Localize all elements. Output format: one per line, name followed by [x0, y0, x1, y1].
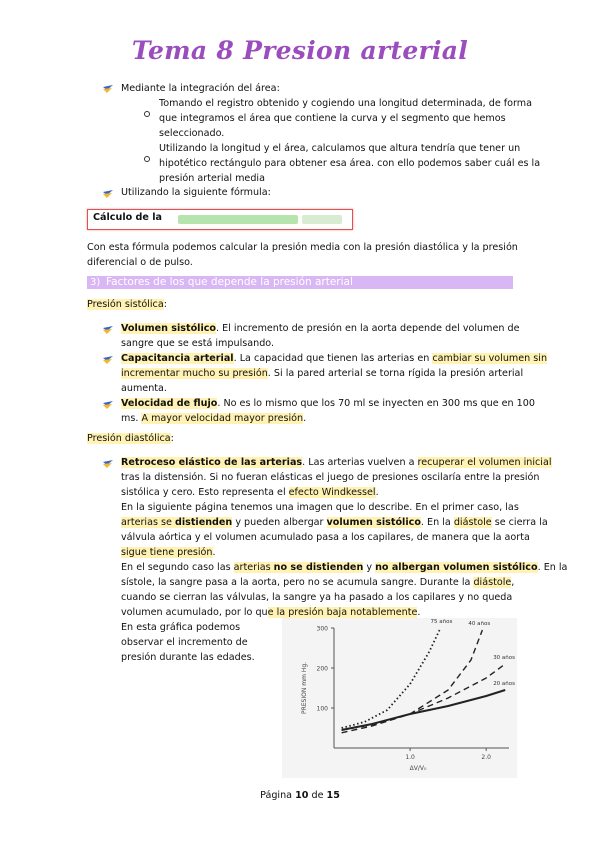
bullet-icon	[103, 401, 113, 410]
bullet-icon	[103, 190, 113, 199]
list-item-text: En esta gráfica podemos	[121, 622, 241, 633]
list-item-text: Mediante la integración del área:	[121, 83, 280, 94]
bullet-icon	[103, 326, 113, 335]
list-item-text: Volumen sistólico. El incremento de presión en la aorta depende del volumen de	[121, 323, 520, 334]
x-axis-label: ΔV/V₀	[409, 765, 427, 772]
sub-item-line: hipotético rectángulo para obtener esa área. con ello podemos saber cuál es la	[159, 158, 541, 169]
list-item-text: aumenta.	[121, 383, 167, 394]
y-tick-label: 300	[316, 625, 328, 633]
x-tick-label: 1.0	[405, 754, 415, 761]
sub-item-line: que integramos el área que contiene la curva y el segmento que hemos	[159, 113, 506, 124]
list-item-text: Velocidad de flujo. No es lo mismo que los 70 ml se inyecten en 300 ms que en 100	[121, 398, 535, 409]
redacted-formula	[302, 215, 342, 224]
list-item-text: válvula aórtica y el volumen acumulado pasa a los capilares, de manera que la aorta	[121, 532, 530, 543]
list-item-text: Utilizando la siguiente fórmula:	[121, 187, 271, 198]
sub-item-line: Utilizando la longitud y el área, calculamos que altura tendría que tener un	[159, 143, 521, 154]
bullet-icon	[103, 85, 113, 94]
list-item-text: volumen acumulado, por lo que la presión baja notablemente.	[121, 607, 421, 618]
list-item-text: observar el incremento de	[121, 637, 248, 648]
sub-item-line: Tomando el registro obtenido y cogiendo una longitud determinada, de forma	[159, 98, 533, 109]
paragraph-line: diferencial o de pulso.	[87, 257, 193, 268]
y-tick-label: 200	[316, 665, 328, 673]
bullet-icon	[103, 356, 113, 365]
list-item-text: arterias se distienden y pueden albergar volumen sistólico. En la diástole se cierra la	[121, 517, 548, 528]
circle-bullet-icon	[144, 111, 150, 117]
series-label: 20 años	[493, 681, 516, 687]
y-axis-label: PRESION mm Hg.	[301, 661, 308, 715]
circle-bullet-icon	[144, 156, 150, 162]
list-item-text: incrementar mucho su presión. Si la pared arterial se torna rígida la presión arterial	[121, 368, 524, 379]
list-item-text: Retroceso elástico de las arterias. Las arterias vuelven a recuperar el volumen inicial	[121, 457, 552, 468]
redacted-formula	[178, 215, 298, 224]
subheading-sistolica: Presión sistólica:	[87, 299, 167, 310]
list-item-text: tras la distensión. Si no fueran elásticas el juego de presiones oscilaría entre la presión	[121, 472, 540, 483]
paragraph-line: Con esta fórmula podemos calcular la presión media con la presión diastólica y la presión	[87, 242, 518, 253]
page-footer: Página 10 de 15	[260, 790, 340, 801]
list-item-text: sistólica y cero. Esto representa el efecto Windkessel.	[121, 487, 379, 498]
list-item-text: ms. A mayor velocidad mayor presión.	[121, 413, 307, 424]
list-item-text: presión durante las edades.	[121, 652, 255, 663]
series-label: 75 años	[430, 619, 453, 625]
list-item-text: En la siguiente página tenemos una imagen que lo describe. En el primer caso, las	[121, 502, 519, 513]
formula-label: Cálculo de la	[93, 212, 163, 223]
list-item-text: cuando se cierran las válvulas, la sangre ya ha pasado a los capilares y no queda	[121, 592, 513, 603]
list-item-text: sangre que se está impulsando.	[121, 338, 275, 349]
y-tick-label: 100	[316, 705, 328, 713]
page-title: Tema 8 Presion arterial	[131, 36, 469, 65]
section-number: 3)	[90, 277, 101, 288]
sub-item-line: seleccionado.	[159, 128, 225, 139]
formula-box	[87, 209, 353, 230]
list-item-text: sigue tiene presión.	[121, 547, 216, 558]
section-heading: Factores de los que depende la presión arterial	[106, 276, 353, 288]
subheading-diastolica: Presión diastólica:	[87, 433, 174, 444]
list-item-text: En el segundo caso las arterias no se distienden y no albergan volumen sistólico. En la	[121, 562, 568, 573]
x-tick-label: 2.0	[481, 754, 491, 761]
pressure-volume-chart	[282, 618, 517, 778]
bullet-icon	[103, 460, 113, 469]
list-item-text: Capacitancia arterial. La capacidad que tienen las arterias en cambiar su volumen sin	[121, 353, 548, 364]
list-item	[103, 84, 113, 100]
list-item-text: sístole, la sangre pasa a la aorta, pero no se acumula sangre. Durante la diástole,	[121, 577, 515, 588]
series-label: 30 años	[493, 655, 516, 661]
series-label: 40 años	[468, 621, 491, 627]
sub-item-line: presión arterial media	[159, 173, 265, 184]
